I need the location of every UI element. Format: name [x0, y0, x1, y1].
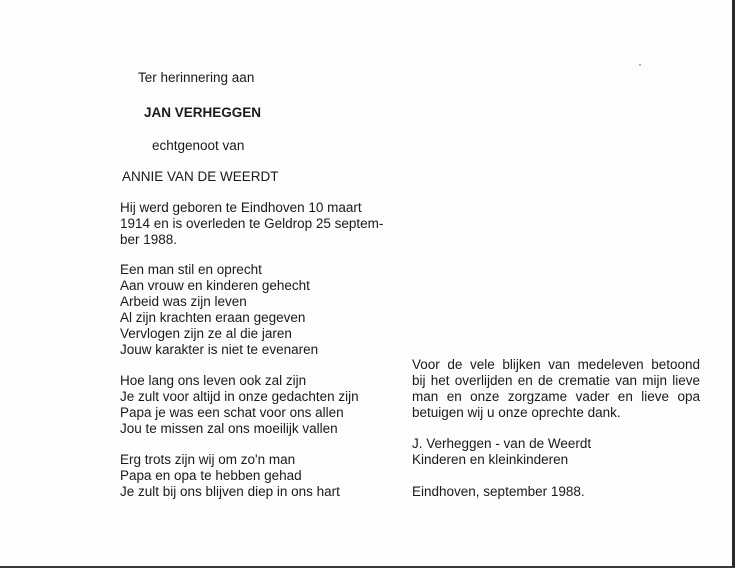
relation-text: echtgenoot van: [152, 138, 245, 153]
poem-line: Arbeid was zijn leven: [120, 294, 247, 309]
poem-line: Jou te missen zal ons moeilijk vallen: [120, 421, 338, 436]
thanks-line: betuigen wij u onze oprechte dank.: [412, 405, 621, 420]
deceased-name: JAN VERHEGGEN: [144, 105, 262, 120]
place-date: Eindhoven, september 1988.: [412, 484, 585, 499]
bio-line: ber 1988.: [120, 232, 178, 247]
poem-line: Papa je was een schat voor ons allen: [120, 405, 344, 420]
thanks-line: man en onze zorgzame vader en lieve opa: [412, 389, 700, 404]
poem-line: Vervlogen zijn ze al die jaren: [120, 326, 292, 341]
poem-line: Je zult bij ons blijven diep in ons hart: [120, 484, 340, 499]
poem-line: Een man stil en oprecht: [120, 262, 262, 277]
poem-line: Papa en opa te hebben gehad: [120, 468, 302, 483]
spouse-name: ANNIE VAN DE WEERDT: [122, 169, 279, 184]
bio-line: Hij werd geboren te Eindhoven 10 maart: [120, 200, 362, 215]
intro-text: Ter herinnering aan: [138, 70, 255, 85]
poem-line: Jouw karakter is niet te evenaren: [120, 342, 319, 357]
signature-line: Kinderen en kleinkinderen: [412, 452, 569, 467]
signature-line: J. Verheggen - van de Weerdt: [412, 436, 592, 451]
thanks-line: bij het overlijden en de crematie van mijn lieve: [412, 373, 700, 388]
poem-line: Al zijn krachten eraan gegeven: [120, 310, 306, 325]
thanks-line: Voor de vele blijken van medeleven betoond: [412, 357, 700, 372]
poem-line: Je zult voor altijd in onze gedachten zijn: [120, 389, 359, 404]
poem-line: Erg trots zijn wij om zo'n man: [120, 452, 296, 467]
poem-line: Aan vrouw en kinderen gehecht: [120, 278, 310, 293]
poem-line: Hoe lang ons leven ook zal zijn: [120, 373, 307, 388]
bio-line: 1914 en is overleden te Geldrop 25 septem-: [120, 216, 384, 231]
paper-speck: [639, 64, 641, 66]
